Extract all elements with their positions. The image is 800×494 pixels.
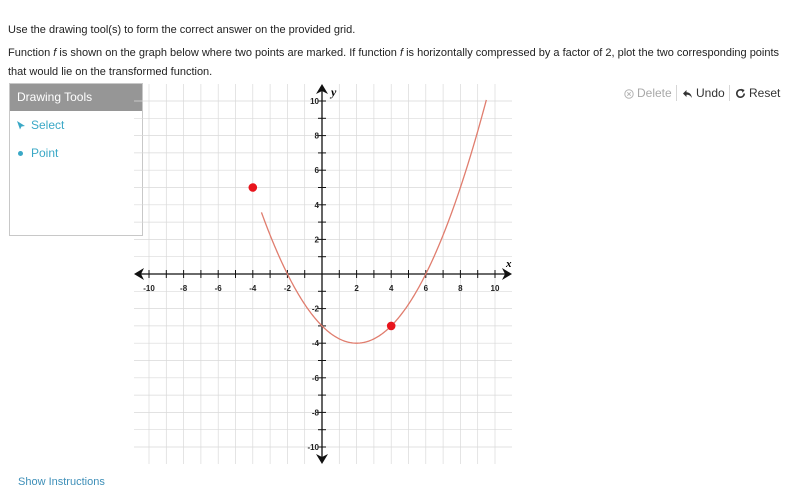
instruction-text: Use the drawing tool(s) to form the correct answer on the provided grid. [8,24,356,36]
show-instructions-link[interactable]: Show Instructions [18,476,105,488]
undo-label: Undo [696,86,725,100]
y-tick-label: 2 [314,235,319,245]
y-tick-label: -2 [311,304,319,314]
x-tick-label: -2 [283,284,291,293]
reset-label: Reset [749,86,781,100]
x-tick-label: -4 [249,284,257,293]
select-tool-label: Select [31,118,65,132]
y-tick-label: -8 [311,408,319,418]
x-tick-label: -8 [180,284,188,293]
axes [134,84,512,464]
y-tick-label: 4 [314,200,319,210]
x-tick-label: 8 [458,284,463,293]
x-tick-label: 6 [423,284,429,293]
y-tick-label: 6 [314,166,319,176]
drawing-tools-header: Drawing Tools [10,84,142,111]
y-axis-label: y [331,85,337,99]
x-tick-label: 2 [354,284,359,293]
y-tick-label: -6 [311,373,319,383]
y-tick-label: 8 [314,131,319,141]
y-tick-label: 10 [310,97,319,106]
marked-point [249,183,258,192]
y-tick-label: -4 [311,339,319,349]
point-tool-label: Point [31,146,59,160]
x-tick-label: -10 [143,284,155,293]
marked-point [387,322,396,331]
x-axis-label: x [506,258,512,270]
question-text: Function f is shown on the graph below where two points are marked. If function f is horizontally compressed by a factor of 2, plot the two corresponding points that would lie on the transformed function. [8,47,780,78]
x-tick-label: -6 [214,284,222,293]
y-tick-label: -10 [307,443,319,452]
delete-label: Delete [637,86,672,100]
x-tick-label: 10 [490,284,500,293]
x-tick-label: 4 [388,284,394,293]
